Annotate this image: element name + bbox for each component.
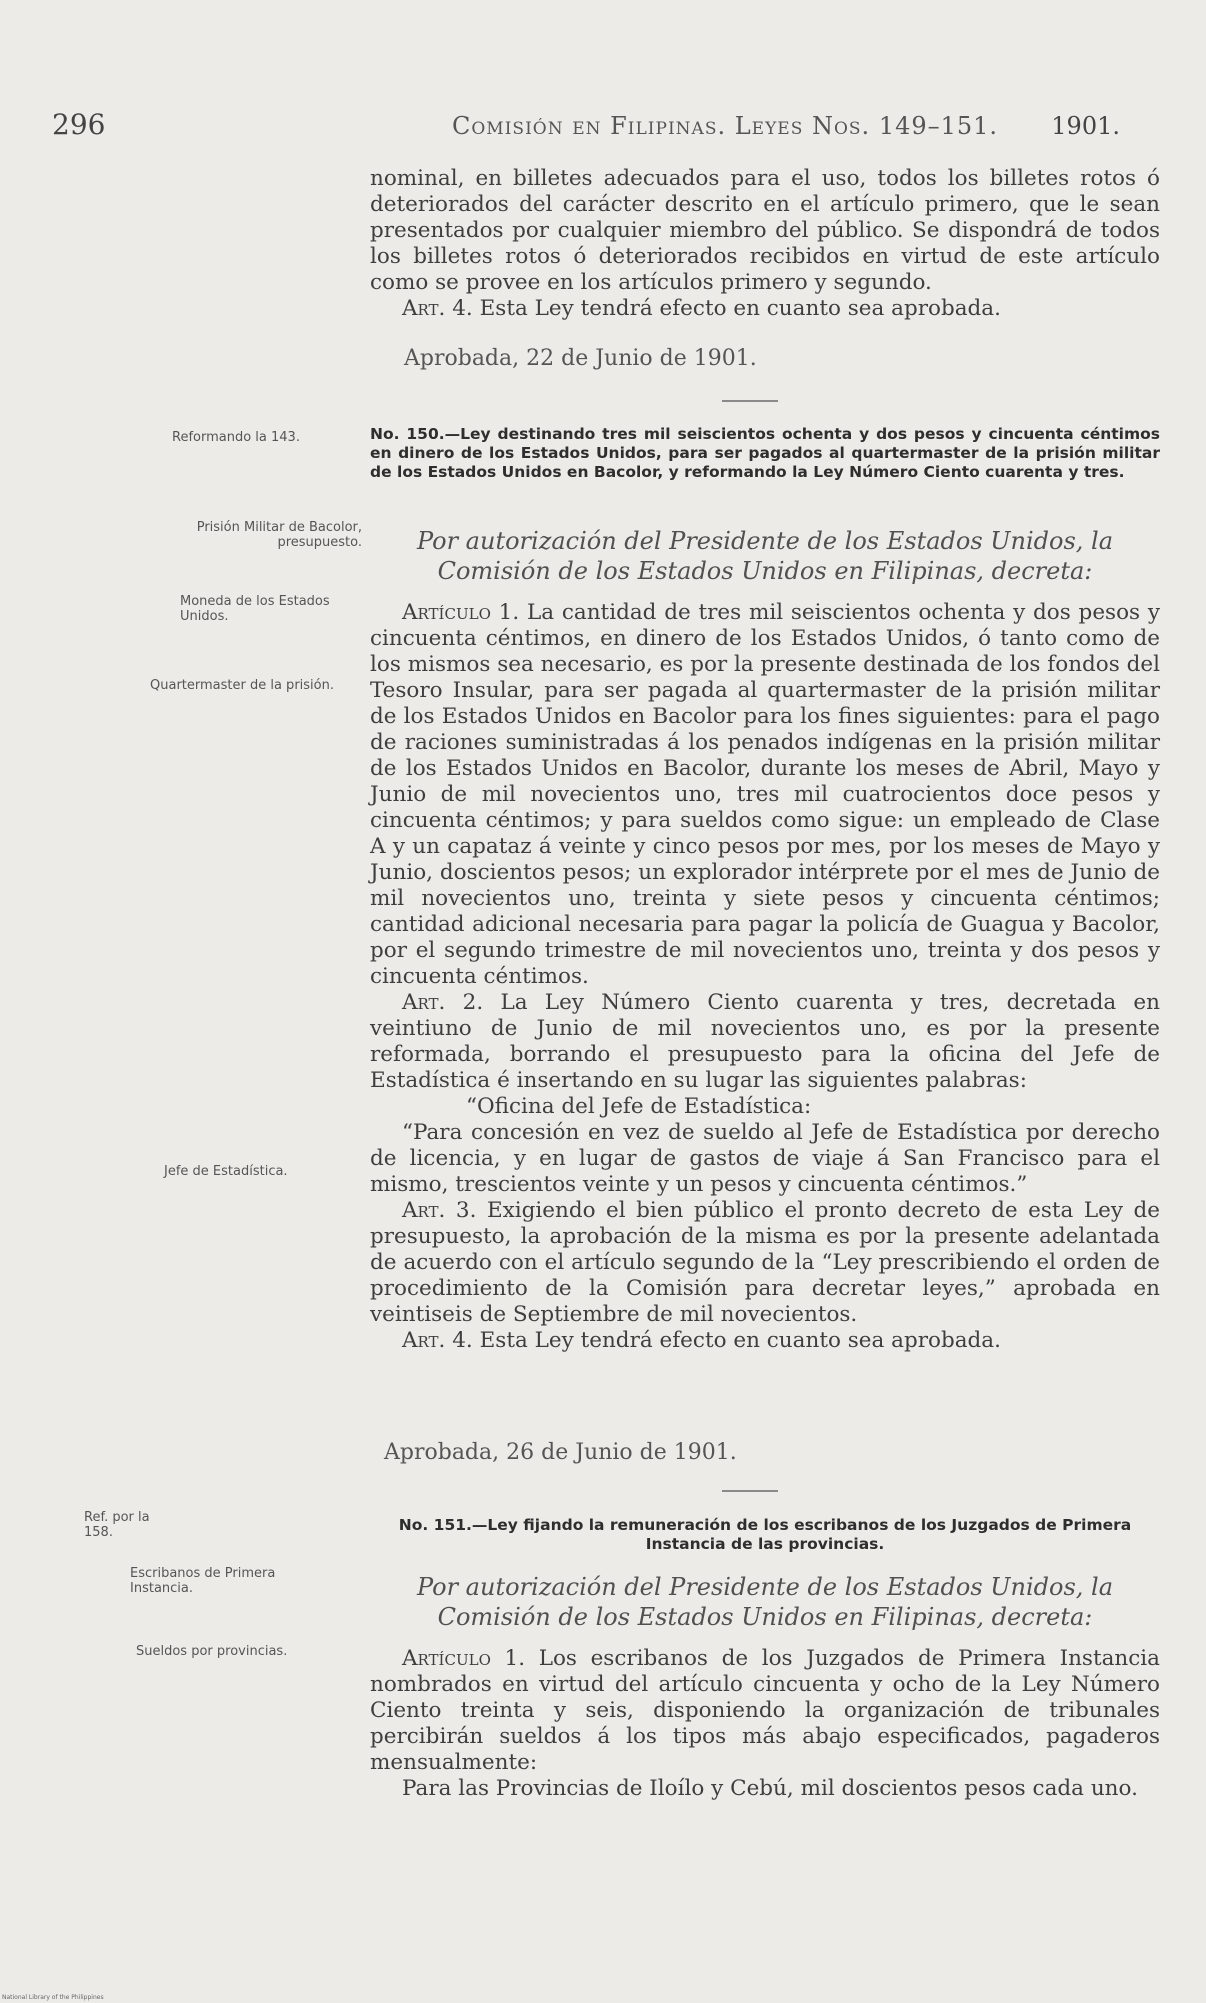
article-text: Exigiendo el bien público el pronto decreto de esta Ley de presupuesto, la aprobación de la misma es por la presente adelantada de acuerdo con el artículo segundo de la “Ley prescribiendo el orden de procedimiento de la Comisión para decretar leyes,” aprobada en veintiseis de Septiembre de mil novecientos. — [370, 1198, 1160, 1327]
law-151-heading: No. 151.—Ley fijando la remuneración de los escribanos de los Juzgados de Primera Instancia de las provincias. — [398, 1516, 1132, 1553]
law-150-preamble: Por autorización del Presidente de los Estados Unidos, la Comisión de los Estados Unidos en Filipinas, decreta: — [416, 527, 1114, 585]
article-label: Art. 2. — [402, 990, 484, 1015]
article-text: Los escribanos de los Juzgados de Primera Instancia nombrados en virtud del artículo cincuenta y ocho de la Ley Número Ciento treinta y seis, disponiendo la organización de tribunales percibirán sueldos á los tipos más abajo especificados, pagaderos mensualmente: — [370, 1646, 1160, 1775]
article-label: Art. 3. — [402, 1198, 477, 1223]
law-151-body — [370, 1646, 1160, 1802]
margin-note: Prisión Militar de Bacolor, presupuesto. — [196, 520, 362, 550]
article-4 — [370, 296, 1160, 322]
article-text: Esta Ley tendrá efecto en cuanto sea aprobada. — [479, 1328, 1001, 1353]
law-150-heading: No. 150.—Ley destinando tres mil seiscientos ochenta y dos pesos y cincuenta céntimos en dinero de los Estados Unidos, para ser pagados al quartermaster de la prisión militar de los Estados Unidos en Bacolor, y reformando la Ley Número Ciento cuarenta y tres. — [370, 425, 1160, 481]
article-label: Art. 4. — [402, 296, 473, 321]
footer-credit: National Library of the Philippines — [2, 1994, 104, 2001]
article-label: Art. 4. — [402, 1328, 473, 1353]
section-divider — [722, 1490, 778, 1492]
margin-note: Quartermaster de la prisión. — [150, 678, 334, 693]
header-year: 1901. — [1051, 112, 1120, 140]
continuation-paragraph: nominal, en billetes adecuados para el uso, todos los billetes rotos ó deteriorados del carácter descrito en el artículo primero, que le sean presentados por cualquier miembro del público. Se dispondrá de todos los billetes rotos ó deteriorados recibidos en virtud de este artículo como se provee en los artículos primero y segundo. — [370, 166, 1160, 295]
margin-note: Moneda de los Estados Unidos. — [180, 594, 330, 624]
approval-date-150: Aprobada, 26 de Junio de 1901. — [384, 1440, 737, 1465]
law-151-article-1 — [370, 1646, 1160, 1776]
law-150-body — [370, 600, 1160, 1354]
law-150-article-3 — [370, 1198, 1160, 1328]
article-label: Artículo 1. — [402, 600, 520, 625]
margin-note: Reformando la 143. — [172, 430, 300, 445]
margin-note: Jefe de Estadística. — [164, 1164, 288, 1179]
quote-heading: “Oficina del Jefe de Estadística: — [466, 1094, 812, 1119]
article-text: Esta Ley tendrá efecto en cuanto sea aprobada. — [479, 296, 1001, 321]
running-head: Comisión en Filipinas. Leyes Nos. 149–151. — [452, 112, 999, 140]
approval-date-149: Aprobada, 22 de Junio de 1901. — [404, 346, 757, 371]
article-text: La cantidad de tres mil seiscientos ochenta y dos pesos y cincuenta céntimos, en dinero de los Estados Unidos, ó tanto como de los mismos sea necesario, es por la presente destinada de los fondos del Tesoro Insular, para ser pagada al quartermaster de la prisión militar de los Estados Unidos en Bacolor para los fines siguientes: para el pago de raciones suministradas á los penados indígenas en la prisión militar de los Estados Unidos en Bacolor, durante los meses de Abril, Mayo y Junio de mil novecientos uno, tres mil cuatrocientos doce pesos y cincuenta céntimos; y para sueldos como sigue: un empleado de Clase A y un capataz á veinte y cinco pesos por mes, por los meses de Mayo y Junio, doscientos pesos; un explorador intérprete por el mes de Junio de mil novecientos uno, treinta y siete pesos y cincuenta céntimos; cantidad adicional necesaria para pagar la policía de Guagua y Bacolor, por el segundo trimestre de mil novecientos uno, treinta y dos pesos y cincuenta céntimos. — [370, 600, 1160, 989]
law-151-preamble: Por autorización del Presidente de los Estados Unidos, la Comisión de los Estados Unidos en Filipinas, decreta: — [416, 1573, 1114, 1631]
law-150-article-1 — [370, 600, 1160, 990]
margin-note: Escribanos de Primera Instancia. — [130, 1566, 276, 1596]
law-151-paragraph: Para las Provincias de Iloílo y Cebú, mil doscientos pesos cada uno. — [402, 1776, 1138, 1801]
page-number: 296 — [52, 108, 106, 141]
margin-note: Ref. por la 158. — [84, 1510, 150, 1540]
law-150-article-2 — [370, 990, 1160, 1094]
page-header — [52, 108, 1120, 148]
margin-note: Sueldos por provincias. — [136, 1644, 288, 1659]
section-divider — [722, 400, 778, 402]
article-label: Artículo 1. — [402, 1646, 526, 1671]
quote-text: “Para concesión en vez de sueldo al Jefe de Estadística por derecho de licencia, y en lugar de gastos de viaje á San Francisco para el mismo, trescientos veinte y un pesos y cincuenta céntimos.” — [370, 1120, 1160, 1197]
law-150-article-4 — [370, 1328, 1160, 1354]
article-text: La Ley Número Ciento cuarenta y tres, decretada en veintiuno de Junio de mil novecientos uno, es por la presente reformada, borrando el presupuesto para la oficina del Jefe de Estadística é insertando en su lugar las siguientes palabras: — [370, 990, 1160, 1093]
continuation-block — [370, 166, 1160, 322]
